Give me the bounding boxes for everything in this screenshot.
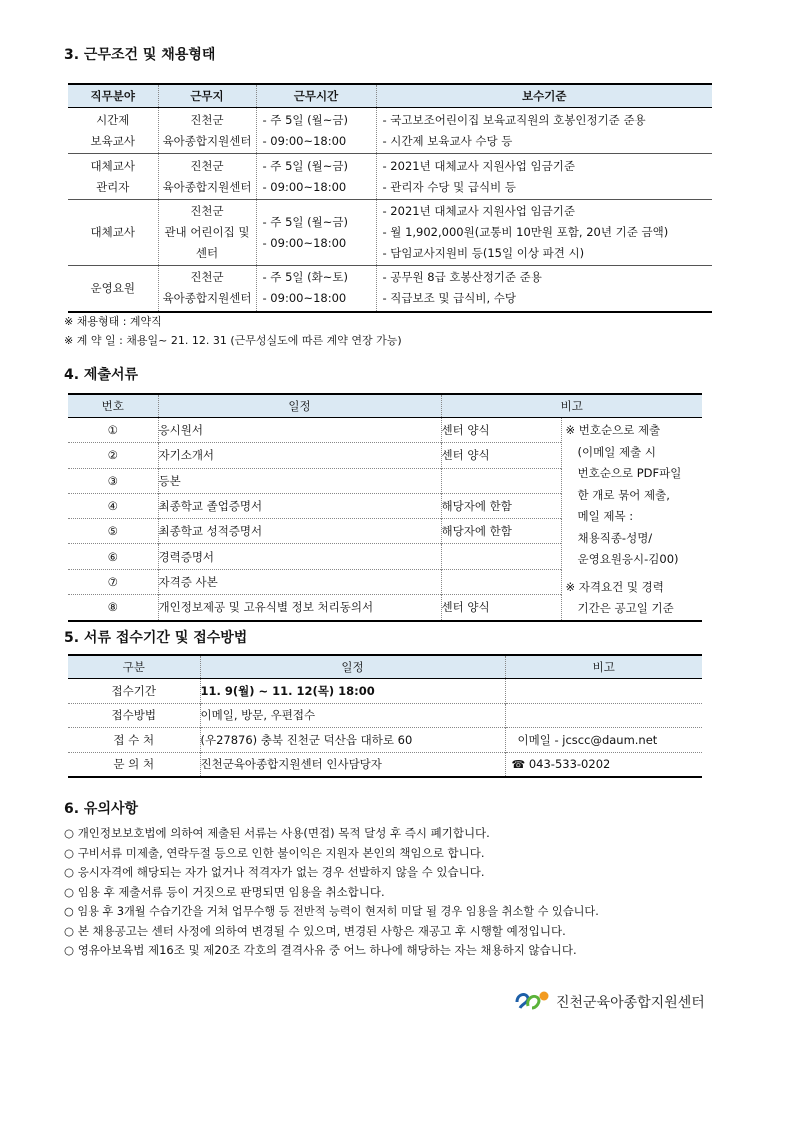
doc-name: 개인정보제공 및 고유식별 정보 처리동의서 — [158, 595, 441, 621]
pay-line: - 공무원 8급 호봉산정기준 준용 — [382, 270, 542, 285]
place-line: 진천군 — [190, 158, 224, 173]
header-cell: 비고 — [505, 655, 702, 679]
logo-text: 진천군육아종합지원센터 — [556, 994, 705, 1011]
place-line: 관내 어린이집 및 — [164, 225, 250, 239]
caution-item: ○ 영유아보육법 제16조 및 제20조 각호의 결격사유 중 어느 하나에 해당하는 자는 채용하지 않습니다. — [64, 943, 577, 957]
doc-number: ⑥ — [68, 544, 158, 569]
doc-remark: 센터 양식 — [441, 443, 561, 468]
receipt-period-value: 11. 9(월) ~ 11. 12(목) 18:00 — [200, 679, 505, 704]
table-row — [68, 703, 702, 728]
header-cell: 보수기준 — [376, 84, 712, 108]
hours-line: - 주 5일 (월~금) — [262, 158, 348, 173]
table-header-row — [68, 394, 702, 418]
header-cell: 직무분야 — [68, 84, 158, 108]
note-employment-type: ※ 채용형태 : 계약직 — [64, 315, 162, 328]
header-cell: 근무지 — [158, 84, 256, 108]
doc-remark — [441, 468, 561, 493]
field-line: 대체교사 — [90, 158, 135, 173]
work-conditions-table — [68, 83, 712, 313]
submission-notes — [561, 418, 702, 621]
pay-line: - 시간제 보육교사 수당 등 — [382, 133, 513, 148]
receipt-label: 접 수 처 — [68, 728, 200, 753]
doc-name: 경력증명서 — [158, 544, 441, 569]
doc-number: ① — [68, 418, 158, 443]
table-header-row — [68, 84, 712, 108]
receipt-label: 접수기간 — [68, 679, 200, 704]
section-title-4: 4. 제출서류 — [64, 367, 139, 383]
header-cell: 번호 — [68, 394, 158, 418]
doc-number: ③ — [68, 468, 158, 493]
hours-line: - 주 5일 (월~금) — [262, 214, 348, 229]
doc-name: 최종학교 성적증명서 — [158, 519, 441, 544]
hours-line: - 09:00~18:00 — [262, 133, 347, 148]
doc-name: 최종학교 졸업증명서 — [158, 493, 441, 518]
doc-remark: 센터 양식 — [441, 418, 561, 443]
receipt-contact-value: 진천군육아종합지원센터 인사담당자 — [200, 752, 505, 777]
phone-icon: ☎ — [511, 758, 526, 772]
note-line: 번호순으로 PDF파일 — [577, 466, 682, 480]
caution-item: ○ 응시자격에 해당되는 자가 없거나 적격자가 없는 경우 선발하지 않을 수 있습니다. — [64, 865, 485, 879]
table-header-row — [68, 655, 702, 679]
field-line: 관리자 — [96, 179, 130, 194]
center-logo — [514, 988, 705, 1015]
table-row — [68, 418, 702, 443]
pay-line: - 직급보조 및 급식비, 수당 — [382, 291, 517, 306]
section-title-6: 6. 유의사항 — [64, 801, 139, 817]
phone-number: 043-533-0202 — [528, 757, 611, 772]
place-line: 진천군 — [190, 270, 224, 285]
pay-line: - 월 1,902,000원(교통비 10만원 포함, 20년 기준 금액) — [382, 225, 669, 239]
note-line: 운영요원응시-김00) — [577, 552, 679, 566]
place-line: 육아종합지원센터 — [162, 291, 252, 306]
section-title-3: 3. 근무조건 및 채용형태 — [64, 47, 216, 63]
receipt-label: 접수방법 — [68, 703, 200, 728]
receipt-method-value: 이메일, 방문, 우편접수 — [200, 703, 505, 728]
note-line: 기간은 공고일 기준 — [577, 601, 674, 615]
receipt-remark — [505, 703, 702, 728]
doc-number: ⑧ — [68, 595, 158, 621]
doc-name: 등본 — [158, 468, 441, 493]
field-line: 보육교사 — [90, 133, 135, 148]
note-line: ※ 번호순으로 제출 — [565, 423, 661, 437]
receipt-label: 문 의 처 — [68, 752, 200, 777]
table-row — [68, 200, 712, 266]
place-line: 진천군 — [190, 204, 224, 218]
doc-remark — [441, 569, 561, 594]
cautions-list — [64, 824, 599, 961]
documents-table — [68, 393, 702, 622]
caution-item: ○ 개인정보보호법에 의하여 제출된 서류는 사용(면접) 목적 달성 후 즉시 폐기합니다. — [64, 826, 490, 840]
pay-line: - 담임교사지원비 등(15일 이상 파견 시) — [382, 246, 585, 260]
field-line: 시간제 — [96, 112, 130, 127]
table-row — [68, 266, 712, 312]
field-line: 운영요원 — [90, 280, 135, 295]
table-row — [68, 154, 712, 200]
receipt-address-value: (우27876) 충북 진천군 덕산읍 대하로 60 — [200, 728, 505, 753]
caution-item: ○ 임용 후 제출서류 등이 거짓으로 판명되면 임용을 취소합니다. — [64, 884, 385, 899]
phone-contact — [505, 752, 702, 777]
table-row — [68, 679, 702, 704]
receipt-table — [68, 654, 702, 778]
doc-name: 자기소개서 — [158, 443, 441, 468]
table-row — [68, 108, 712, 154]
note-line: ※ 자격요건 및 경력 — [565, 579, 664, 594]
field-line: 대체교사 — [90, 225, 135, 239]
header-cell: 근무시간 — [256, 84, 376, 108]
hours-line: - 주 5일 (화~토) — [262, 270, 348, 285]
doc-number: ⑦ — [68, 569, 158, 594]
logo-icon — [514, 988, 550, 1015]
note-line: (이메일 제출 시 — [577, 444, 656, 459]
hours-line: - 09:00~18:00 — [262, 291, 347, 306]
caution-item: ○ 본 채용공고는 센터 사정에 의하여 변경될 수 있으며, 변경된 사항은 재공고 후 시행할 예정입니다. — [64, 923, 566, 938]
doc-number: ② — [68, 443, 158, 468]
caution-item: ○ 임용 후 3개월 수습기간을 거쳐 업무수행 등 전반적 능력이 현저히 미달 될 경우 임용을 취소할 수 있습니다. — [64, 905, 599, 918]
pay-line: - 국고보조어린이집 보육교직원의 호봉인정기준 준용 — [382, 112, 646, 127]
doc-remark: 해당자에 한함 — [441, 519, 561, 544]
place-line: 센터 — [195, 246, 219, 260]
caution-item: ○ 구비서류 미제출, 연락두절 등으로 인한 불이익은 지원자 본인의 책임으로 합니다. — [64, 845, 485, 860]
header-cell: 비고 — [441, 394, 702, 418]
pay-line: - 관리자 수당 및 급식비 등 — [382, 179, 517, 194]
doc-name: 응시원서 — [158, 418, 441, 443]
hours-line: - 09:00~18:00 — [262, 179, 347, 194]
note-line: 한 개로 묶어 제출, — [577, 487, 670, 502]
pay-line: - 2021년 대체교사 지원사업 임금기준 — [382, 204, 575, 218]
doc-number: ⑤ — [68, 519, 158, 544]
doc-remark: 센터 양식 — [441, 595, 561, 621]
header-cell: 일정 — [158, 394, 441, 418]
doc-number: ④ — [68, 493, 158, 518]
hours-line: - 주 5일 (월~금) — [262, 112, 348, 127]
place-line: 육아종합지원센터 — [162, 179, 252, 194]
place-line: 진천군 — [190, 112, 224, 127]
receipt-remark — [505, 679, 702, 704]
table-row — [68, 728, 702, 753]
doc-remark — [441, 544, 561, 569]
note-contract-period: ※ 계 약 일 : 채용일~ 21. 12. 31 (근무성실도에 따른 계약 연장 가능) — [64, 334, 402, 347]
doc-remark: 해당자에 한함 — [441, 493, 561, 518]
place-line: 육아종합지원센터 — [162, 133, 252, 148]
doc-name: 자격증 사본 — [158, 569, 441, 594]
email-contact: 이메일 - jcscc@daum.net — [505, 728, 702, 753]
note-line: 메일 제목 : — [577, 509, 634, 523]
header-cell: 구분 — [68, 655, 200, 679]
hours-line: - 09:00~18:00 — [262, 235, 347, 250]
note-line: 채용직종-성명/ — [577, 530, 653, 545]
section-title-5: 5. 서류 접수기간 및 접수방법 — [64, 630, 248, 646]
pay-line: - 2021년 대체교사 지원사업 임금기준 — [382, 158, 575, 173]
header-cell: 일정 — [200, 655, 505, 679]
table-row — [68, 752, 702, 777]
